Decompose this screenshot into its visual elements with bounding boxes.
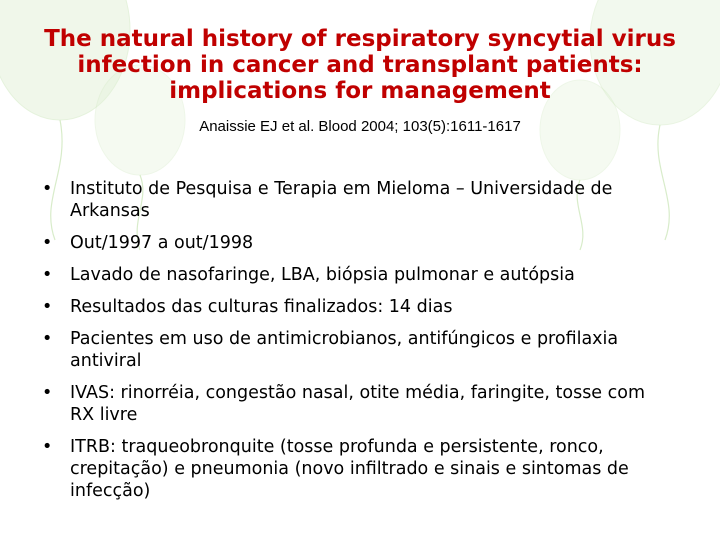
list-item: • Resultados das culturas finalizados: 14 dias bbox=[70, 296, 670, 318]
list-item: • Instituto de Pesquisa e Terapia em Mieloma – Universidade de Arkansas bbox=[70, 178, 670, 222]
bullet-list bbox=[0, 178, 720, 512]
citation: Anaissie EJ et al. Blood 2004; 103(5):1611-1617 bbox=[199, 118, 521, 135]
list-item: • Lavado de nasofaringe, LBA, biópsia pulmonar e autópsia bbox=[70, 264, 670, 286]
list-item: • Out/1997 a out/1998 bbox=[70, 232, 670, 254]
slide-title: The natural history of respiratory syncytial virus infection in cancer and transplant patients: implications for management bbox=[44, 26, 676, 104]
list-item: • Pacientes em uso de antimicrobianos, antifúngicos e profilaxia antiviral bbox=[70, 328, 670, 372]
list-item: • IVAS: rinorréia, congestão nasal, otite média, faringite, tosse com RX livre bbox=[70, 382, 670, 426]
list-item: • ITRB: traqueobronquite (tosse profunda e persistente, ronco, crepitação) e pneumonia (novo infiltrado e sinais e sintomas de infecção) bbox=[70, 436, 670, 502]
